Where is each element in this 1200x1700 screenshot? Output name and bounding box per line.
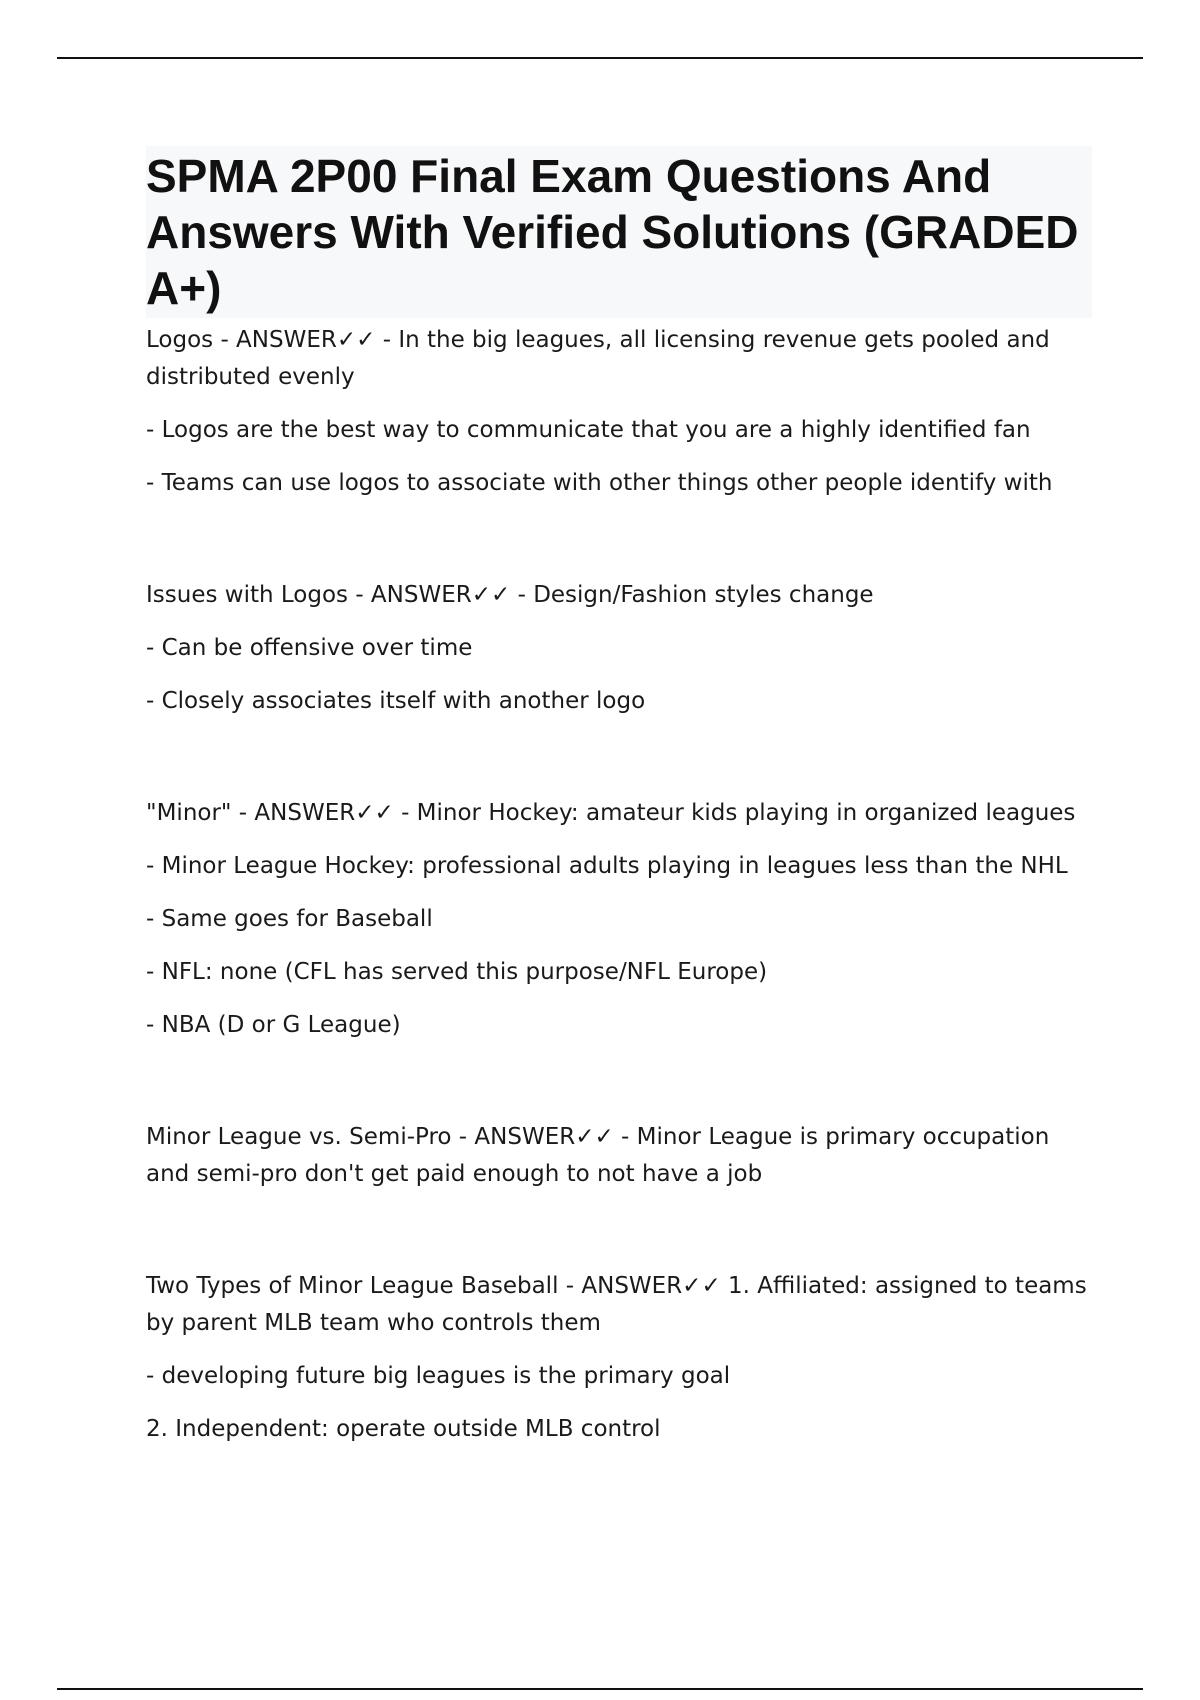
answer-line: Minor League vs. Semi-Pro - ANSWER✓✓ - Minor League is primary occupation and semi-pro don't get paid enough to not have a job bbox=[146, 1124, 1050, 1187]
document-title: SPMA 2P00 Final Exam Questions And Answers With Verified Solutions (GRADED A+) bbox=[146, 150, 1079, 314]
answer-line: - Same goes for Baseball bbox=[146, 906, 433, 932]
answer-line: Issues with Logos - ANSWER✓✓ - Design/Fashion styles change bbox=[146, 582, 874, 608]
document-body bbox=[146, 146, 1092, 1448]
qa-entry-issues-with-logos bbox=[146, 577, 1092, 720]
qa-entry-logos bbox=[146, 322, 1092, 502]
footer-rule bbox=[57, 1688, 1143, 1690]
answer-line: - NBA (D or G League) bbox=[146, 1012, 401, 1038]
qa-entry-two-types-minor-league-baseball bbox=[146, 1268, 1092, 1448]
answer-line: - Can be offensive over time bbox=[146, 635, 473, 661]
answer-line: - developing future big leagues is the primary goal bbox=[146, 1363, 731, 1389]
answer-line: - Logos are the best way to communicate that you are a highly identified fan bbox=[146, 417, 1031, 443]
answer-line: Logos - ANSWER✓✓ - In the big leagues, all licensing revenue gets pooled and distributed evenly bbox=[146, 327, 1050, 390]
qa-entry-minor-vs-semi-pro bbox=[146, 1119, 1092, 1193]
answer-line: - NFL: none (CFL has served this purpose/NFL Europe) bbox=[146, 959, 768, 985]
answer-line: - Minor League Hockey: professional adults playing in leagues less than the NHL bbox=[146, 853, 1068, 879]
answer-line: Two Types of Minor League Baseball - ANSWER✓✓ 1. Affiliated: assigned to teams by parent MLB team who controls them bbox=[146, 1273, 1087, 1336]
answer-line: - Teams can use logos to associate with other things other people identify with bbox=[146, 470, 1053, 496]
qa-entry-minor bbox=[146, 795, 1092, 1044]
qa-list bbox=[146, 322, 1092, 1448]
answer-line: 2. Independent: operate outside MLB control bbox=[146, 1416, 661, 1442]
answer-line: "Minor" - ANSWER✓✓ - Minor Hockey: amateur kids playing in organized leagues bbox=[146, 800, 1076, 826]
answer-line: - Closely associates itself with another logo bbox=[146, 688, 646, 714]
title-block bbox=[146, 146, 1092, 318]
header-rule bbox=[57, 57, 1143, 59]
